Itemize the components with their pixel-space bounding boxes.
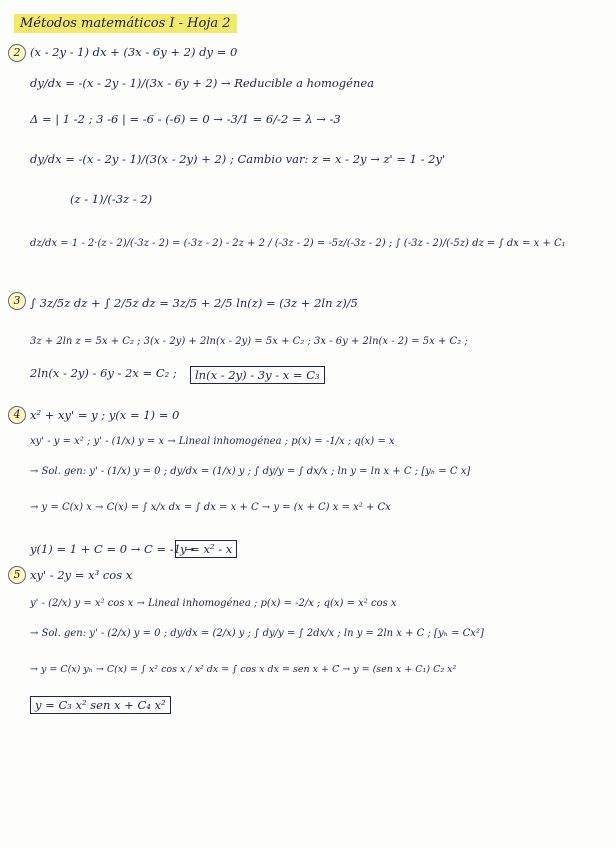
exercise-5-equation: xy' - 2y = x³ cos x [30, 568, 133, 582]
exercise-2-line-4: (z - 1)/(-3z - 2) [70, 192, 153, 206]
exercise-4-line-2: → Sol. gen: y' - (1/x) y = 0 ; dy/dx = (1/x) y ; ∫ dy/y = ∫ dx/x ; ln y = ln x + C ; [yₕ = C x] [30, 466, 471, 477]
page-title: Métodos matemáticos I - Hoja 2 [14, 14, 237, 33]
exercise-5-line-3: → y = C(x) yₕ → C(x) = ∫ x² cos x / x² dx = ∫ cos x dx = sen x + C → y = (sen x + C₁) C₂ x² [30, 664, 457, 675]
exercise-number-4: 4 [8, 406, 26, 424]
exercise-4-equation: x² + xy' = y ; y(x = 1) = 0 [30, 408, 180, 422]
exercise-3-line-1: ∫ 3z/5z dz + ∫ 2/5z dz = 3z/5 + 2/5 ln(z) = (3z + 2ln z)/5 [30, 296, 358, 310]
exercise-2-line-5: dz/dx = 1 - 2·(z - 2)/(-3z - 2) = (-3z - 2) - 2z + 2 / (-3z - 2) = -5z/(-3z - 2) ; ∫ (-3z - 2)/(-5z) dz = ∫ dx = x + C₁ [30, 238, 566, 249]
exercise-5-result: y = C₃ x² sen x + C₄ x² [30, 696, 171, 714]
exercise-2-line-1: dy/dx = -(x - 2y - 1)/(3x - 6y + 2) → Reducible a homogénea [30, 76, 375, 90]
exercise-3-result: ln(x - 2y) - 3y - x = C₃ [190, 366, 325, 384]
exercise-2-equation: (x - 2y - 1) dx + (3x - 6y + 2) dy = 0 [30, 45, 238, 59]
exercise-2-line-2: Δ = | 1 -2 ; 3 -6 | = -6 - (-6) = 0 → -3/1 = 6/-2 = λ → -3 [30, 112, 341, 126]
exercise-4-line-4: y(1) = 1 + C = 0 → C = -1 → [30, 542, 195, 556]
exercise-2-line-3: dy/dx = -(x - 2y - 1)/(3(x - 2y) + 2) ; Cambio var: z = x - 2y → z' = 1 - 2y' [30, 152, 446, 166]
exercise-5-line-2: → Sol. gen: y' - (2/x) y = 0 ; dy/dx = (2/x) y ; ∫ dy/y = ∫ 2dx/x ; ln y = 2ln x + C ; [yₕ = Cx²] [30, 628, 484, 639]
exercise-4-line-3: → y = C(x) x → C(x) = ∫ x/x dx = ∫ dx = x + C → y = (x + C) x = x² + Cx [30, 502, 391, 513]
exercise-3-line-2: 3z + 2ln z = 5x + C₂ ; 3(x - 2y) + 2ln(x - 2y) = 5x + C₂ ; 3x - 6y + 2ln(x - 2) = 5x + C₂ ; [30, 336, 468, 347]
exercise-4-result: y = x² - x [175, 540, 237, 558]
exercise-number-5: 5 [8, 566, 26, 584]
exercise-number-2: 2 [8, 44, 26, 62]
exercise-5-line-1: y' - (2/x) y = x² cos x → Lineal inhomogénea ; p(x) = -2/x ; q(x) = x² cos x [30, 598, 397, 609]
exercise-number-3: 3 [8, 292, 26, 310]
exercise-4-line-1: xy' - y = x² ; y' - (1/x) y = x → Lineal inhomogénea ; p(x) = -1/x ; q(x) = x [30, 436, 395, 447]
exercise-3-line-3: 2ln(x - 2y) - 6y - 2x = C₂ ; [30, 366, 177, 380]
